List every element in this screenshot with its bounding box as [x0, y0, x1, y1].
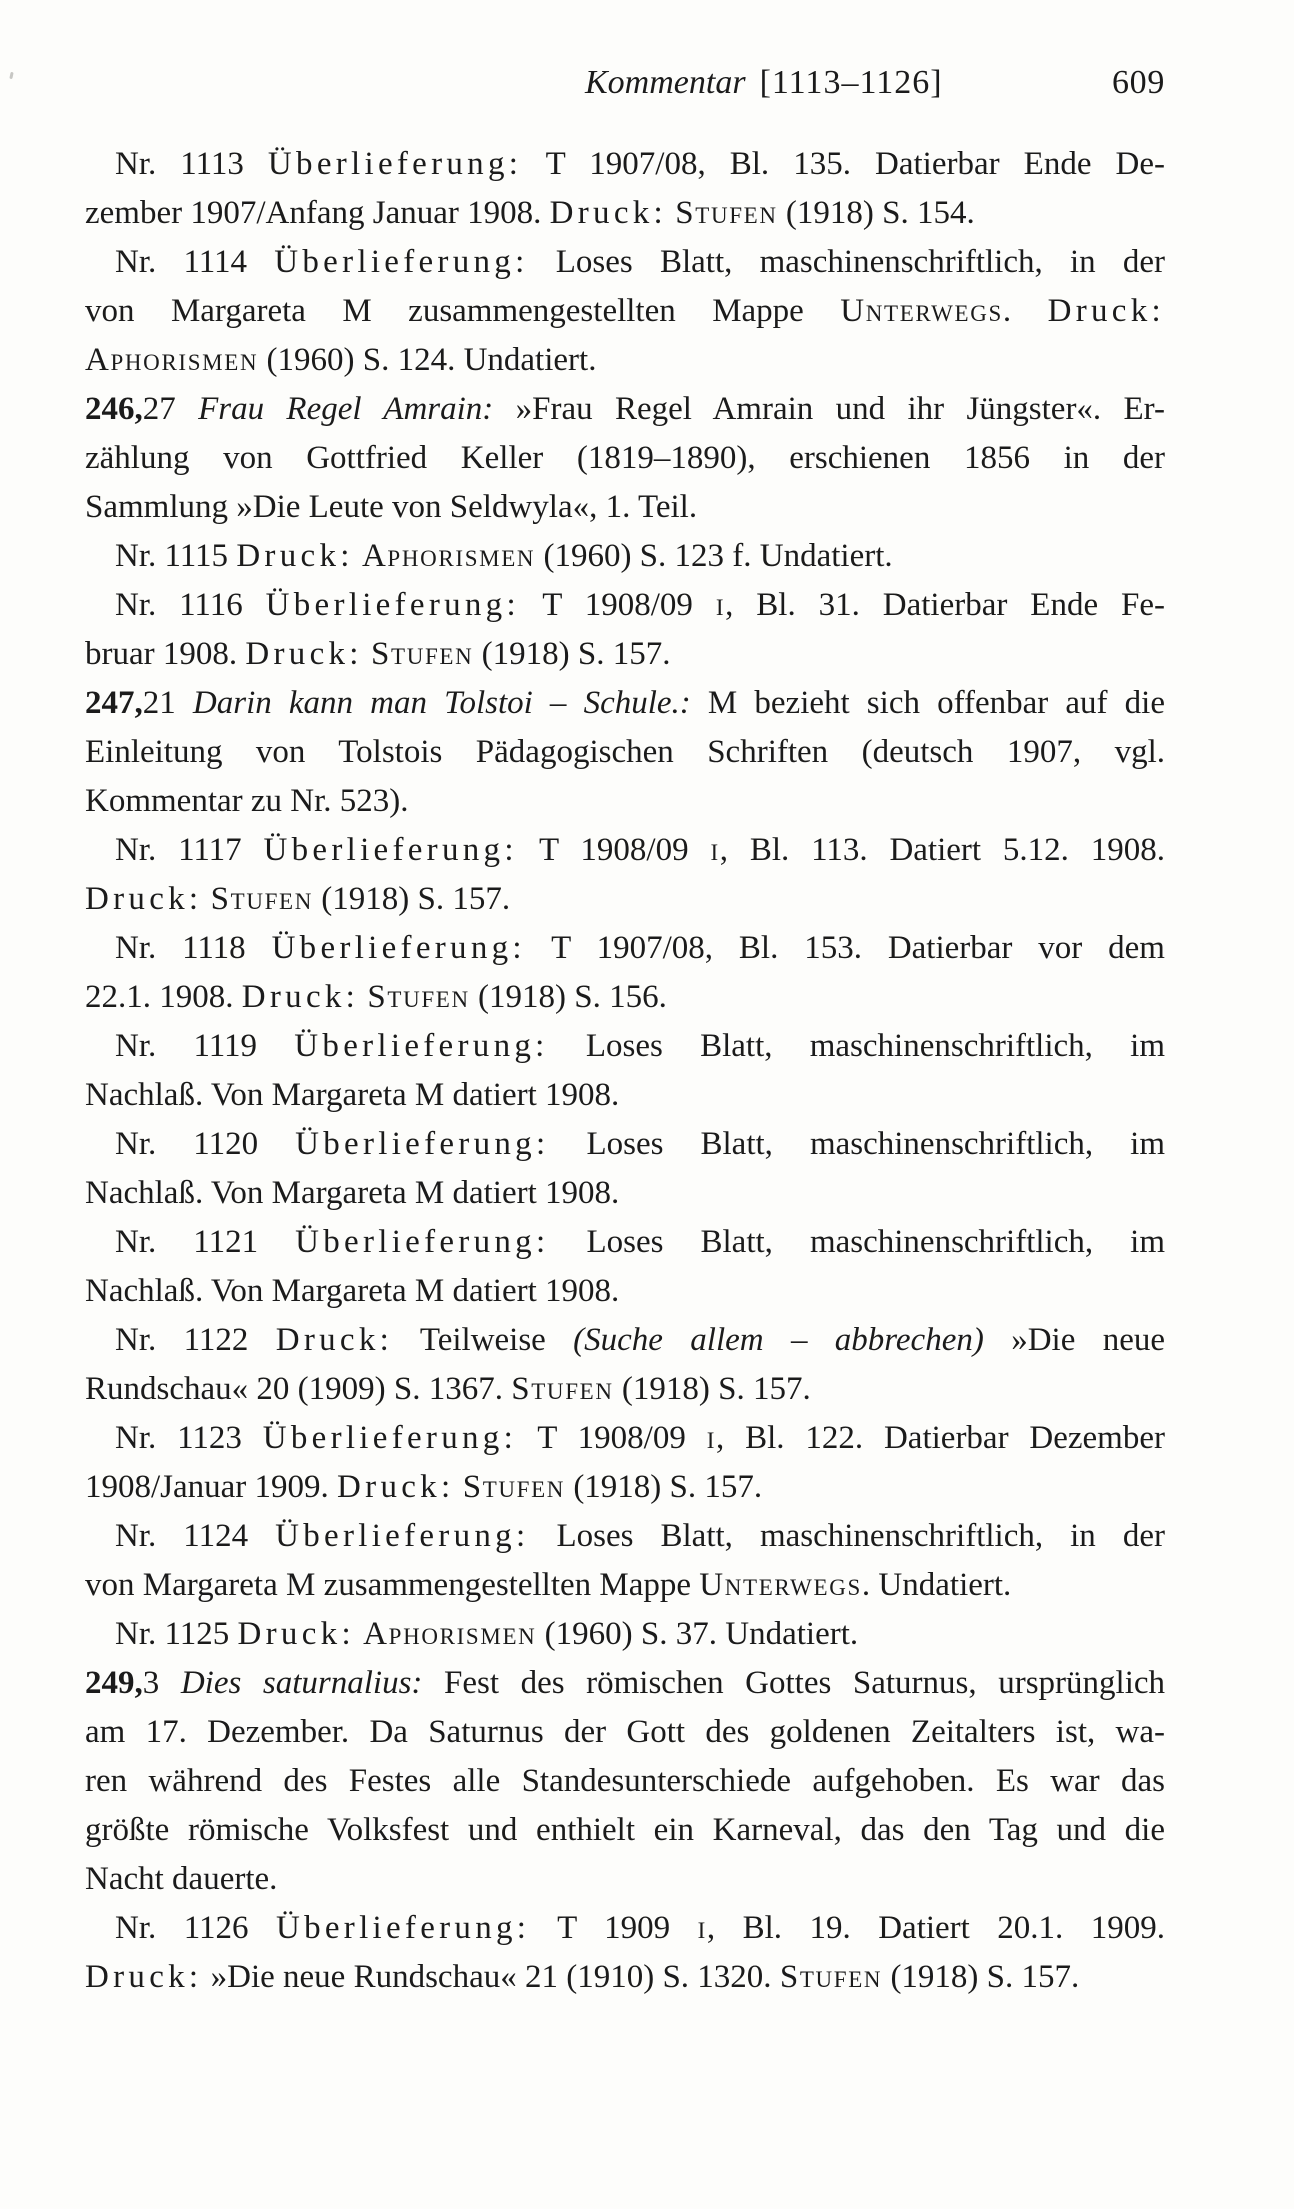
letterspaced-run: Überlieferung:: [294, 1028, 549, 1064]
text-line: [85, 826, 1165, 875]
text-run: Nr. 1114: [115, 244, 275, 280]
text-line: [85, 1610, 1165, 1659]
text-run: T 1907/08, Bl. 153. Datierbar vor dem: [525, 930, 1165, 966]
text-run: , Bl. 122. Datierbar Dezember: [716, 1420, 1165, 1456]
text-line: [85, 1022, 1165, 1071]
letterspaced-run: Druck:: [236, 538, 354, 574]
header-entry-range: [1113–1126]: [759, 64, 943, 101]
letterspaced-run: Druck:: [549, 195, 668, 231]
letterspaced-run: Überlieferung:: [295, 1224, 550, 1260]
smallcaps-run: i: [697, 1910, 707, 1946]
bold-run: 246,: [85, 391, 143, 427]
text-run: (1960) S. 123 f. Undatiert.: [535, 538, 893, 574]
bold-run: 249,: [85, 1665, 143, 1701]
smallcaps-run: Unterwegs: [699, 1567, 862, 1603]
letterspaced-run: Überlieferung:: [274, 244, 529, 280]
letterspaced-run: Überlieferung:: [262, 1420, 518, 1456]
header-section-title: Kommentar: [585, 64, 746, 101]
smallcaps-run: i: [706, 1420, 717, 1456]
text-run: Nr. 1119: [115, 1028, 295, 1064]
text-run: »Frau Regel Amrain und ihr Jüngster«. Er-: [493, 391, 1166, 427]
text-run: [202, 881, 210, 917]
text-line: [85, 140, 1165, 189]
text-line: [85, 1316, 1165, 1365]
text-run: T 1908/09: [519, 587, 716, 623]
text-run: Nachlaß. Von Margareta M datiert 1908.: [85, 1273, 620, 1309]
text-run: Loses Blatt, maschinenschriftlich, im: [548, 1028, 1165, 1064]
scan-speck: [9, 72, 13, 79]
text-run: 27: [142, 391, 199, 427]
text-line: [85, 287, 1165, 336]
text-run: (1918) S. 157.: [473, 636, 671, 672]
smallcaps-run: Stufen: [367, 979, 470, 1015]
text-line: [85, 1512, 1165, 1561]
text-run: Nr. 1116: [115, 587, 266, 623]
letterspaced-run: Überlieferung:: [267, 146, 523, 182]
smallcaps-run: Stufen: [371, 636, 474, 672]
text-line: [85, 581, 1165, 630]
text-run: Fest des römischen Gottes Saturnus, ursprünglich: [422, 1665, 1166, 1701]
text-line: [85, 434, 1165, 483]
smallcaps-run: Unterwegs: [840, 293, 1003, 329]
text-run: Nr. 1126: [115, 1910, 276, 1946]
text-run: zählung von Gottfried Keller (1819–1890), erschienen 1856 in der: [85, 440, 1165, 476]
text-line: [85, 1659, 1165, 1708]
text-line: [85, 483, 1165, 532]
text-run: .: [1002, 293, 1048, 329]
text-line: [85, 1169, 1165, 1218]
text-line: [85, 1267, 1165, 1316]
text-run: , Bl. 113. Datiert 5.12. 1908.: [719, 832, 1165, 868]
text-run: »Die neue Rundschau« 21 (1910) S. 1320.: [202, 1959, 780, 1995]
letterspaced-run: Druck:: [85, 881, 203, 917]
smallcaps-run: Stufen: [675, 195, 778, 231]
text-line: [85, 1855, 1165, 1904]
text-run: . Undatiert.: [861, 1567, 1012, 1603]
text-run: Loses Blatt, maschinenschriftlich, im: [549, 1224, 1165, 1260]
text-line: [85, 1757, 1165, 1806]
text-line: [85, 1561, 1165, 1610]
text-line: [85, 1708, 1165, 1757]
text-line: [85, 875, 1165, 924]
running-header: [85, 64, 1165, 114]
letterspaced-run: Überlieferung:: [263, 832, 518, 868]
text-run: 22.1. 1908.: [85, 979, 242, 1015]
text-run: T 1908/09: [517, 832, 711, 868]
text-line: [85, 189, 1165, 238]
text-run: 21: [142, 685, 193, 721]
text-run: T 1908/09: [517, 1420, 707, 1456]
text-run: [454, 1469, 462, 1505]
text-line: [85, 1463, 1165, 1512]
text-run: Sammlung »Die Leute von Seldwyla«, 1. Teil.: [85, 489, 698, 525]
text-line: [85, 630, 1165, 679]
text-run: Nr. 1122: [115, 1322, 276, 1358]
text-run: [363, 636, 371, 672]
text-line: [85, 1414, 1165, 1463]
letterspaced-run: Druck:: [237, 1616, 355, 1652]
page-body: [85, 140, 1165, 2002]
text-run: »Die neue: [983, 1322, 1165, 1358]
text-run: Loses Blatt, maschinenschriftlich, in der: [528, 244, 1165, 280]
letterspaced-run: Druck:: [245, 636, 363, 672]
text-run: Kommentar zu Nr. 523).: [85, 783, 409, 819]
text-line: [85, 777, 1165, 826]
text-run: (1960) S. 124. Undatiert.: [258, 342, 597, 378]
text-run: (1918) S. 156.: [469, 979, 667, 1015]
text-run: [355, 1616, 363, 1652]
text-run: Nr. 1120: [115, 1126, 296, 1162]
text-line: [85, 679, 1165, 728]
text-run: von Margareta M zusammengestellten Mappe: [85, 1567, 700, 1603]
smallcaps-run: i: [715, 587, 726, 623]
text-run: Nacht dauerte.: [85, 1861, 278, 1897]
letterspaced-run: Überlieferung:: [275, 1518, 530, 1554]
text-line: [85, 1904, 1165, 1953]
text-run: von Margareta M zusammengestellten Mappe: [85, 293, 841, 329]
smallcaps-run: Stufen: [779, 1959, 883, 1995]
text-run: Nachlaß. Von Margareta M datiert 1908.: [85, 1077, 620, 1113]
page-number: 609: [1111, 64, 1165, 101]
letterspaced-run: Überlieferung:: [275, 1910, 531, 1946]
text-run: (1960) S. 37. Undatiert.: [536, 1616, 859, 1652]
text-run: Nr. 1125: [115, 1616, 238, 1652]
text-run: Teilweise: [393, 1322, 574, 1358]
text-run: (1918) S. 154.: [777, 195, 975, 231]
letterspaced-run: Überlieferung:: [265, 587, 520, 623]
text-run: (1918) S. 157.: [882, 1959, 1080, 1995]
letterspaced-run: Überlieferung:: [271, 930, 526, 966]
text-run: am 17. Dezember. Da Saturnus der Gott des goldenen Zeitalters ist, wa-: [85, 1714, 1165, 1750]
smallcaps-run: Stufen: [462, 1469, 566, 1505]
text-run: Einleitung von Tolstois Pädagogischen Schriften (deutsch 1907, vgl.: [85, 734, 1165, 770]
letterspaced-run: Überlieferung:: [295, 1126, 550, 1162]
text-run: (1918) S. 157.: [313, 881, 511, 917]
text-run: M bezieht sich offenbar auf die: [690, 685, 1165, 721]
smallcaps-run: i: [710, 832, 720, 868]
text-run: (1918) S. 157.: [613, 1371, 811, 1407]
text-run: Nachlaß. Von Margareta M datiert 1908.: [85, 1175, 620, 1211]
smallcaps-run: Aphorismen: [363, 1616, 537, 1652]
text-line: [85, 532, 1165, 581]
text-line: [85, 1120, 1165, 1169]
text-run: Loses Blatt, maschinenschriftlich, in der: [529, 1518, 1165, 1554]
italic-run: Frau Regel Amrain:: [198, 391, 494, 427]
text-run: Loses Blatt, maschinenschriftlich, im: [549, 1126, 1165, 1162]
text-line: [85, 924, 1165, 973]
text-line: [85, 1365, 1165, 1414]
text-run: bruar 1908.: [85, 636, 246, 672]
text-run: 1908/Januar 1909.: [85, 1469, 338, 1505]
text-run: , Bl. 19. Datiert 20.1. 1909.: [706, 1910, 1166, 1946]
bold-run: 247,: [85, 685, 143, 721]
text-run: T 1909: [530, 1910, 698, 1946]
text-run: Nr. 1113: [115, 146, 268, 182]
text-run: Nr. 1117: [115, 832, 264, 868]
text-line: [85, 1071, 1165, 1120]
letterspaced-run: Druck:: [85, 1959, 203, 1995]
smallcaps-run: Aphorismen: [85, 342, 259, 378]
italic-run: Dies saturnalius:: [180, 1665, 423, 1701]
text-run: größte römische Volksfest und enthielt ein Karneval, das den Tag und die: [85, 1812, 1165, 1848]
italic-run: (Suche allem – abbrechen): [573, 1322, 984, 1358]
text-line: [85, 1953, 1165, 2002]
smallcaps-run: Aphorismen: [361, 538, 536, 574]
text-run: Nr. 1118: [115, 930, 272, 966]
text-line: [85, 973, 1165, 1022]
text-run: zember 1907/Anfang Januar 1908.: [85, 195, 550, 231]
text-run: Nr. 1115: [115, 538, 237, 574]
running-header-title: [585, 64, 943, 102]
text-line: [85, 1218, 1165, 1267]
text-run: Nr. 1121: [115, 1224, 296, 1260]
text-run: 3: [142, 1665, 181, 1701]
text-run: , Bl. 31. Datierbar Ende Fe-: [725, 587, 1165, 623]
text-line: [85, 728, 1165, 777]
letterspaced-run: Druck:: [1047, 293, 1165, 329]
letterspaced-run: Druck:: [337, 1469, 455, 1505]
letterspaced-run: Druck:: [275, 1322, 394, 1358]
smallcaps-run: Stufen: [511, 1371, 614, 1407]
text-run: (1918) S. 157.: [565, 1469, 763, 1505]
text-run: Rundschau« 20 (1909) S. 1367.: [85, 1371, 512, 1407]
text-run: ren während des Festes alle Standesunterschiede aufgehoben. Es war das: [85, 1763, 1165, 1799]
text-line: [85, 336, 1165, 385]
text-line: [85, 238, 1165, 287]
italic-run: Darin kann man Tolstoi – Schule.:: [192, 685, 691, 721]
text-line: [85, 1806, 1165, 1855]
text-run: T 1907/08, Bl. 135. Datierbar Ende De-: [522, 146, 1165, 182]
text-run: Nr. 1124: [115, 1518, 276, 1554]
letterspaced-run: Druck:: [241, 979, 360, 1015]
smallcaps-run: Stufen: [210, 881, 314, 917]
text-line: [85, 385, 1165, 434]
text-run: Nr. 1123: [115, 1420, 263, 1456]
text-run: [354, 538, 362, 574]
